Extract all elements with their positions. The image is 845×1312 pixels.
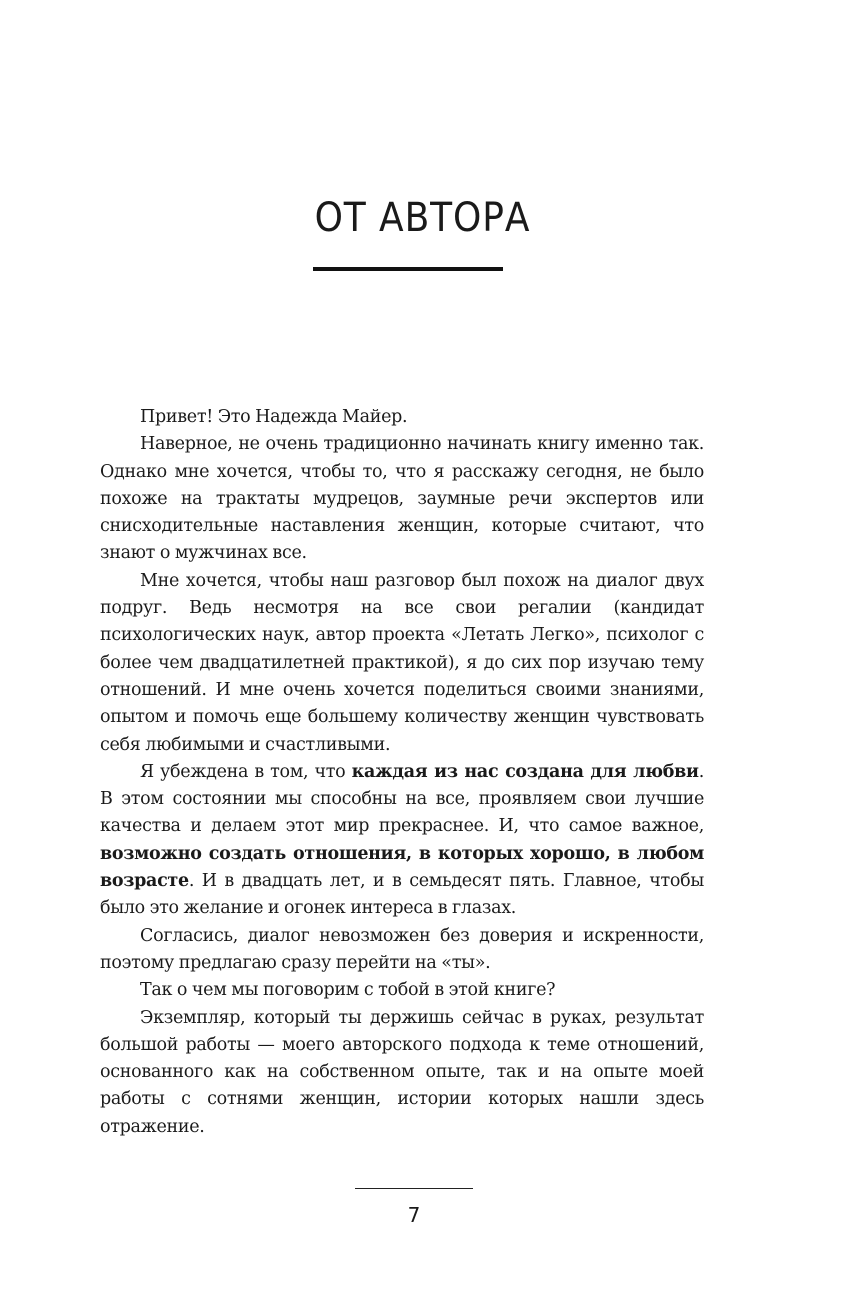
page-number: 7 [407, 1203, 421, 1227]
chapter-title: ОТ АВТОРА [314, 195, 531, 241]
emphasis-text: каждая из нас создана для любви [351, 761, 699, 782]
emphasis-text: возможно создать отношения, в которых хорошо, в любом возрасте [100, 843, 704, 892]
paragraph-fragment: . И в двадцать лет, и в семьдесят пять. Главное, чтобы было это желание и огонек интереса в глазах. [100, 871, 704, 919]
paragraph: Так о чем мы поговорим с тобой в этой книге? [140, 980, 556, 1001]
paragraph: Привет! Это Надежда Майер. [140, 407, 408, 427]
paragraph: Экземпляр, который ты держишь сейчас в руках, результат большой работы — моего авторского подхода к теме отношений, основанного как на собственном опыте, так и на опыте моей работы с сотнями женщин, истории которых нашли здесь отражение. [100, 1007, 704, 1137]
paragraph: Мне хочется, чтобы наш разговор был похож на диалог двух подруг. Ведь несмотря на все свои регалии (кандидат психологических наук, автор проекта «Летать Легко», психолог с более чем двадцатилетней практикой), я до сих пор изучаю тему отношений. И мне очень хочется поделиться своими знаниями, опытом и помочь еще большему количеству женщин чувствовать себя любимыми и счастливыми. [100, 570, 704, 755]
title-underline [313, 267, 503, 271]
footer-rule [355, 1188, 473, 1189]
paragraph-fragment: Я убеждена в том, что [140, 761, 352, 782]
paragraph: Наверное, не очень традиционно начинать книгу именно так. Однако мне хочется, чтобы то, что я расскажу сегодня, не было похоже на трактаты мудрецов, заумные речи экспертов или снисходительные наставления женщин, которые считают, что знают о мужчинах все. [100, 434, 704, 564]
paragraph: Согласись, диалог невозможен без доверия и искренности, поэтому предлагаю сразу перейти на «ты». [100, 925, 704, 973]
paragraph-fragment: . В этом состоянии мы способны на все, проявляем свои лучшие качества и делаем этот мир прекраснее. И, что самое важное, [100, 761, 704, 837]
body-text [100, 404, 704, 1141]
paragraph-with-emphasis [100, 759, 704, 923]
